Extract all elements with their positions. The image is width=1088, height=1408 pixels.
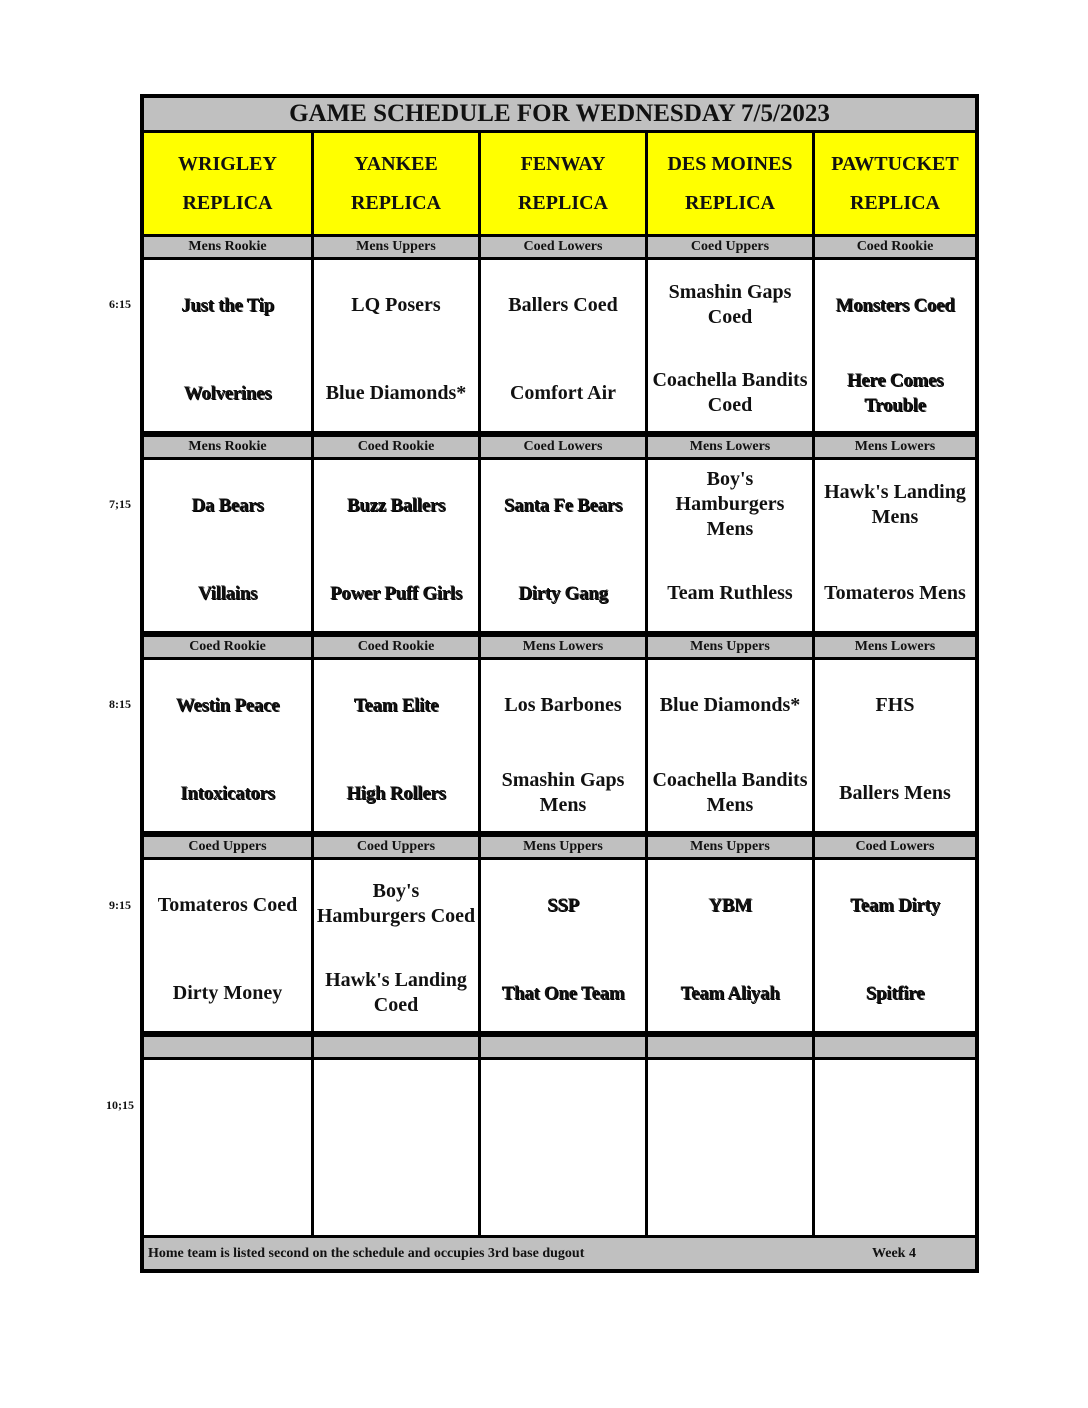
game-cell — [648, 460, 815, 634]
away-team: Buzz Ballers — [346, 494, 446, 516]
field-name: DES MOINES — [667, 152, 793, 175]
home-team: That One Team — [501, 982, 625, 1004]
game-cell — [648, 1060, 815, 1237]
game-cell — [144, 860, 314, 1034]
game-cell — [144, 1060, 314, 1237]
away-team: Hawk's Landing Mens — [824, 481, 966, 528]
game-cell — [314, 260, 481, 434]
game-cell — [481, 260, 648, 434]
game-cell — [815, 660, 975, 834]
division-label: Coed Lowers — [815, 834, 975, 860]
division-label — [314, 1034, 481, 1060]
away-team: SSP — [547, 894, 579, 916]
schedule-footer — [144, 1235, 975, 1269]
schedule-title: GAME SCHEDULE FOR WEDNESDAY 7/5/2023 — [144, 98, 975, 133]
game-cell — [481, 660, 648, 834]
away-team: Ballers Coed — [508, 293, 618, 316]
game-cell — [314, 460, 481, 634]
division-label: Mens Lowers — [648, 434, 815, 460]
home-team: Hawk's Landing Coed — [325, 969, 467, 1016]
game-cell — [648, 860, 815, 1034]
division-label: Coed Lowers — [481, 434, 648, 460]
home-team — [316, 1168, 476, 1218]
game-row — [144, 1060, 975, 1237]
game-cell — [144, 460, 314, 634]
away-team: Monsters Coed — [835, 294, 955, 316]
away-team: Boy's Hamburgers Mens — [675, 467, 785, 540]
division-label: Coed Rookie — [314, 634, 481, 660]
away-team — [316, 1080, 476, 1130]
time-label: 9:15 — [109, 898, 131, 912]
division-label: Mens Lowers — [815, 434, 975, 460]
away-team: Los Barbones — [504, 693, 622, 716]
home-team: Coachella Bandits Coed — [652, 369, 808, 416]
home-team: Dirty Money — [172, 981, 283, 1004]
home-team — [483, 1168, 643, 1218]
home-team: Team Aliyah — [680, 982, 780, 1004]
division-label: Coed Uppers — [648, 234, 815, 260]
division-label — [144, 1034, 314, 1060]
game-row — [144, 860, 975, 1034]
time-label: 10;15 — [106, 1098, 134, 1112]
away-team: Blue Diamonds* — [659, 693, 801, 716]
home-team: Here Comes Trouble — [846, 370, 944, 416]
game-cell — [815, 860, 975, 1034]
home-team: Team Ruthless — [667, 581, 793, 604]
division-label: Mens Lowers — [815, 634, 975, 660]
game-cell — [314, 860, 481, 1034]
division-row — [144, 834, 975, 860]
division-label — [481, 1034, 648, 1060]
away-team: Westin Peace — [175, 694, 280, 716]
game-cell — [648, 260, 815, 434]
away-team: Team Elite — [353, 694, 439, 716]
time-label: 6:15 — [109, 297, 131, 311]
division-label: Mens Uppers — [648, 634, 815, 660]
home-team: Tomateros Mens — [824, 581, 966, 604]
division-row — [144, 1034, 975, 1060]
division-label: Coed Rookie — [144, 634, 314, 660]
week-label: Week 4 — [872, 1246, 916, 1261]
game-cell — [314, 660, 481, 834]
division-label: Mens Uppers — [314, 234, 481, 260]
away-team: Da Bears — [191, 494, 264, 516]
division-row — [144, 434, 975, 460]
division-label: Coed Uppers — [144, 834, 314, 860]
division-label — [648, 1034, 815, 1060]
game-row — [144, 660, 975, 834]
home-team: Blue Diamonds* — [325, 381, 467, 404]
division-label — [815, 1034, 975, 1060]
game-cell — [648, 660, 815, 834]
field-name: FENWAY — [520, 152, 606, 175]
game-cell — [481, 860, 648, 1034]
division-label: Coed Lowers — [481, 234, 648, 260]
game-cell — [314, 1060, 481, 1237]
home-team: Ballers Mens — [839, 781, 951, 804]
home-team — [817, 1168, 973, 1218]
home-team: Villains — [197, 582, 258, 604]
game-cell — [481, 460, 648, 634]
division-label: Mens Lowers — [481, 634, 648, 660]
division-label: Coed Rookie — [314, 434, 481, 460]
field-subtitle: REPLICA — [517, 191, 608, 214]
away-team: Boy's Hamburgers Coed — [316, 880, 476, 927]
away-team — [146, 1080, 309, 1130]
field-subtitle: REPLICA — [684, 191, 775, 214]
home-team: Power Puff Girls — [329, 582, 463, 604]
division-label: Coed Uppers — [314, 834, 481, 860]
away-team — [650, 1080, 810, 1130]
time-label: 8:15 — [109, 697, 131, 711]
game-cell — [481, 1060, 648, 1237]
away-team: Smashin Gaps Coed — [668, 281, 792, 328]
home-team: Dirty Gang — [518, 582, 608, 604]
away-team: FHS — [875, 693, 915, 716]
away-team: Santa Fe Bears — [503, 494, 623, 516]
division-row — [144, 234, 975, 260]
field-subtitle: REPLICA — [350, 191, 441, 214]
division-label: Coed Rookie — [815, 234, 975, 260]
field-subtitle: REPLICA — [182, 191, 273, 214]
field-header-row — [144, 133, 975, 237]
away-team — [483, 1080, 643, 1130]
field-subtitle: REPLICA — [849, 191, 940, 214]
game-cell — [815, 460, 975, 634]
footer-note: Home team is listed second on the schedule and occupies 3rd base dugout — [148, 1246, 585, 1261]
field-name: YANKEE — [354, 152, 438, 175]
game-cell — [144, 260, 314, 434]
division-label: Mens Uppers — [648, 834, 815, 860]
home-team: Smashin Gaps Mens — [501, 769, 625, 816]
field-header-pawtucket — [815, 133, 975, 234]
field-header-wrigley — [144, 133, 314, 234]
home-team: Spitfire — [865, 982, 925, 1004]
home-team: Intoxicators — [180, 782, 275, 804]
home-team — [146, 1168, 309, 1218]
game-cell — [815, 260, 975, 434]
away-team — [817, 1080, 973, 1130]
home-team: Coachella Bandits Mens — [652, 769, 808, 816]
field-name: PAWTUCKET — [831, 152, 959, 175]
away-team: LQ Posers — [351, 293, 441, 316]
division-label: Mens Uppers — [481, 834, 648, 860]
game-cell — [815, 1060, 975, 1237]
time-label: 7;15 — [109, 497, 131, 511]
game-row — [144, 460, 975, 634]
field-name: WRIGLEY — [178, 152, 277, 175]
field-header-yankee — [314, 133, 481, 234]
away-team: Team Dirty — [850, 894, 940, 916]
home-team: High Rollers — [346, 782, 446, 804]
division-row — [144, 634, 975, 660]
game-cell — [144, 660, 314, 834]
home-team: Comfort Air — [509, 381, 617, 404]
division-label: Mens Rookie — [144, 434, 314, 460]
away-team: Just the Tip — [181, 294, 274, 316]
away-team: YBM — [708, 894, 752, 916]
division-label: Mens Rookie — [144, 234, 314, 260]
away-team: Tomateros Coed — [157, 893, 298, 916]
game-row — [144, 260, 975, 434]
home-team — [650, 1168, 810, 1218]
field-header-des-moines — [648, 133, 815, 234]
field-header-fenway — [481, 133, 648, 234]
schedule-sheet — [140, 94, 979, 1273]
home-team: Wolverines — [183, 382, 272, 404]
